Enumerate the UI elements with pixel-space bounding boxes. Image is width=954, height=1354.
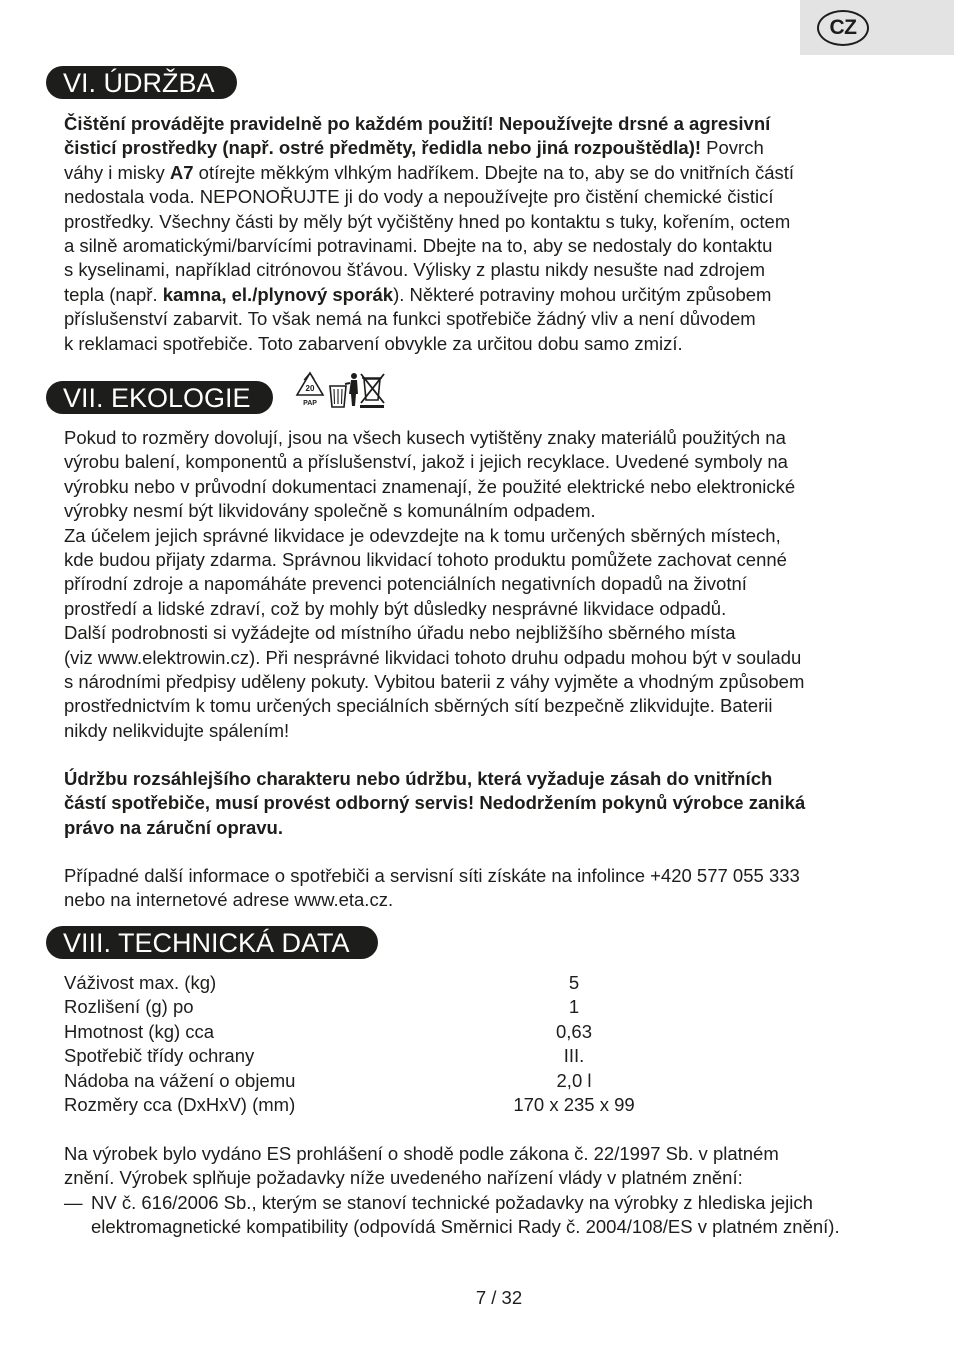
section-heading-technicka-data: VIII. TECHNICKÁ DATA (46, 926, 378, 959)
tidyman-icon (330, 373, 358, 407)
udrzba-heat-sources: kamna, el./plynový sporák (162, 283, 394, 305)
page-number: 7 / 32 (475, 1287, 523, 1308)
spec-label: Rozměry cca (DxHxV) (mm) (64, 1094, 296, 1116)
spec-label: Hmotnost (kg) cca (64, 1020, 215, 1042)
spec-value: 2,0 l (556, 1069, 592, 1091)
section-heading-ekologie: VII. EKOLOGIE (46, 381, 273, 414)
ecology-symbols (294, 370, 388, 410)
list-dash: — (64, 1192, 83, 1213)
infoline-paragraph: Případné další informace o spotřebiči a servisní síti získáte na infolince +420 577 055 333 nebo na internetové adrese www.eta.cz. (64, 865, 800, 911)
udrzba-text-1: Povrch váhy i misky (64, 137, 764, 183)
table-row (64, 1093, 654, 1117)
recycle-20-pap-icon (297, 373, 323, 407)
language-badge: CZ (817, 10, 869, 46)
table-row (64, 1069, 654, 1093)
spec-value: III. (563, 1045, 585, 1067)
section-heading-udrzba: VI. ÚDRŽBA (46, 66, 237, 99)
udrzba-paragraph (64, 112, 894, 356)
table-row (64, 1044, 654, 1068)
udrzba-bold-intro: Čištění provádějte pravidelně po každém použití! Nepoužívejte drsné a agresivní čisticí prostředky (např. ostré předměty, ředidla nebo jiná rozpouštědla)! (64, 113, 771, 159)
svg-text:PAP: PAP (303, 400, 317, 407)
language-tab (800, 0, 954, 55)
udrzba-text-2: otírejte měkkým vlhkým hadříkem. Dbejte na to, aby se do vnitřních částí nedostala voda. NEPONOŘUJTE ji do vody a nepoužívejte pro čistění chemické čisticí prostředky. Všechny části by měly být vyčištěny hned po kontaktu s tuky, kořením, octem a silně aromatickými/barvícími potravinami. Dbejte na to, aby se nedostaly do kontaktu s kyselinami, například citrónovou šťávou. Výlisky z plastu nikdy nesušte nad zdrojem tepla (např. (64, 161, 795, 305)
spec-value: 0,63 (555, 1020, 592, 1042)
udrzba-part-ref: A7 (169, 161, 194, 183)
spec-value: 5 (568, 972, 580, 993)
regulation-text: NV č. 616/2006 Sb., kterým se stanoví technické požadavky na výrobky z hlediska jejich elektromagnetické kompatibility (odpovídá Směrnici Rady č. 2004/108/ES v platném znění). (91, 1192, 840, 1238)
technical-data-table (64, 971, 654, 1117)
regulation-list-item (64, 1191, 894, 1240)
spec-value: 170 x 235 x 99 (513, 1094, 635, 1116)
crossed-bin-icon (360, 374, 384, 408)
spec-label: Rozlišení (g) po (64, 996, 194, 1018)
service-warning-paragraph: Údržbu rozsáhlejšího charakteru nebo údržbu, která vyžaduje zásah do vnitřních částí spotřebiče, musí provést odborný servis! Nedodržením pokynů výrobce zaniká právo na záruční opravu. (64, 768, 806, 838)
ekologie-paragraph: Pokud to rozměry dovolují, jsou na všech kusech vytištěny znaky materiálů použitých na výrobu balení, komponentů a příslušenství, jakož i jejich recyklace. Uvedené symboly na výrobku nebo v průvodní dokumentaci znamenají, že použité elektrické nebo elektronické výrobky nesmí být likvidovány společně s komunálním odpadem. Za účelem jejich správné likvidace je odevzdejte na k tomu určených sběrných místech, kde budou přijaty zdarma. Správnou likvidací tohoto produktu pomůžete zachovat cenné přírodní zdroje a napomáháte prevenci potenciálních negativních dopadů na životní prostředí a lidské zdraví, což by mohly být důsledky nesprávné likvidace odpadů. Další podrobnosti si vyžádejte od místního úřadu nebo nejbližšího sběrného místa (viz www.elektrowin.cz). Při nesprávné likvidaci tohoto druhu odpadu mohou být v souladu s národními předpisy uděleny pokuty. Vybitou baterii z váhy vyjměte a vhodným způsobem prostřednictvím k tomu určených speciálních sběrných sítí bezpečně zlikvidujte. Baterii nikdy nelikvidujte spálením! (64, 427, 805, 741)
table-row (64, 995, 654, 1019)
udrzba-text-3: ). Některé potraviny mohou určitým způsobem příslušenství zabarvit. To však nemá na funkci spotřebiče žádný vliv a není důvodem k reklamaci spotřebiče. Toto zabarvení obvykle za určitou dobu samo zmizí. (64, 283, 772, 354)
spec-label: Váživost max. (kg) (64, 972, 217, 993)
declaration-paragraph: Na výrobek bylo vydáno ES prohlášení o shodě podle zákona č. 22/1997 Sb. v platném znění. Výrobek splňuje požadavky níže uvedeného nařízení vlády v platném znění: (64, 1143, 779, 1189)
table-row (64, 1020, 654, 1044)
table-row (64, 971, 654, 995)
svg-text:20: 20 (305, 384, 315, 393)
spec-label: Spotřebič třídy ochrany (64, 1045, 255, 1067)
spec-label: Nádoba na vážení o objemu (64, 1069, 296, 1091)
spec-value: 1 (568, 996, 580, 1018)
